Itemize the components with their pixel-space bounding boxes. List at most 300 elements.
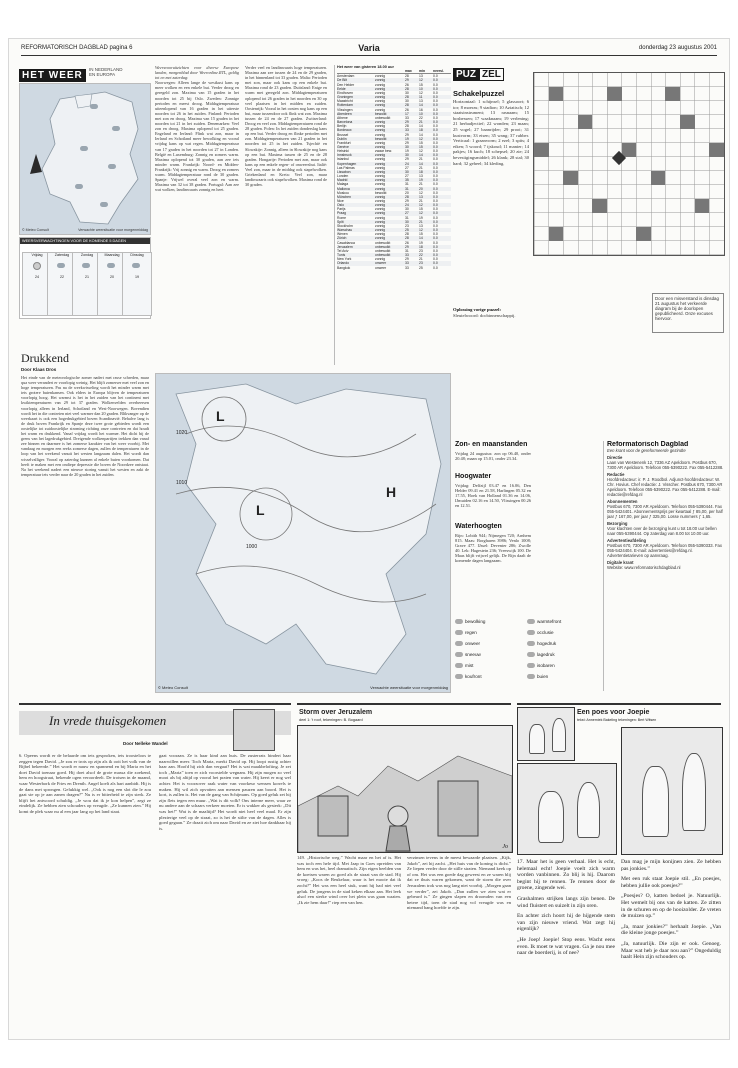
table-cell: 13 — [419, 99, 423, 104]
table-cell: 17 — [405, 111, 409, 116]
legend-label: buien — [537, 674, 549, 679]
table-cell: 0.0 — [433, 74, 438, 79]
table-cell: 0.0 — [433, 90, 438, 95]
table-cell: 0.0 — [433, 219, 438, 224]
table-cell: Praag — [337, 211, 347, 216]
forecast-title: WEERSVERWACHTINGEN VOOR DE KOMENDE 5 DAGEN — [20, 238, 150, 244]
table-cell: zonnig — [375, 236, 385, 241]
waterhoogten-text: Rijn: Lobith 944; Nijmegen 720; Arnhem 815. Maas: Borgharen 3986; Venlo 1008; Grave 477. IJssel: Deventer 286; Zwolle 40. Lek: Hagestein 236; Vreeswijk 100. De Maas blijft vrijwel gelijk. De Rijn daalt de komende dagen langzaam. — [455, 533, 531, 564]
table-cell: Zürich — [337, 236, 347, 241]
table-cell: Split — [337, 219, 344, 224]
table-cell: Aberdeen — [337, 111, 352, 116]
table-cell: 0.0 — [433, 132, 438, 137]
table-cell: zonnig — [375, 223, 385, 228]
table-cell: 28 — [405, 103, 409, 108]
legend-label: bewolking — [465, 619, 486, 624]
joepie-drawing — [517, 763, 617, 855]
weather-logo-sub: IN NEDERLAND EN EUROPA — [89, 67, 123, 77]
table-cell: zonnig — [375, 74, 385, 79]
table-cell: zonnig — [375, 103, 385, 108]
table-cell: 12 — [419, 78, 423, 83]
table-cell: 15 — [419, 144, 423, 149]
table-row — [337, 266, 451, 270]
high-icon — [527, 641, 535, 646]
table-cell: zonnig — [375, 232, 385, 237]
table-cell: De Bilt — [337, 78, 347, 83]
table-cell: 15 — [419, 82, 423, 87]
map-caption: Verwachte weersituatie voor morgenmiddag — [78, 228, 148, 232]
colophon-block-body: Postbus 670, 7300 AR Apeldoorn. Telefoon 055-5390333. Fax 055-5424404. E-mail: advertenties@refdag.nl. Advertentietarieven op aanvraag. — [607, 543, 722, 558]
puzzle-grid[interactable] — [533, 72, 725, 256]
colophon-block-head: Abonnementen — [607, 499, 638, 504]
cold-front-icon — [455, 674, 463, 679]
table-cell: 0.0 — [433, 124, 438, 129]
table-cell: 30 — [405, 153, 409, 158]
table-cell: 31 — [405, 248, 409, 253]
table-cell: 23 — [405, 223, 409, 228]
colophon-block-body: Hoofdredacteur: ir. P. J. Roodbol. Adjunct-hoofdredacteur: W. Chr. Hovius. Chef redactie: J. Visscher. Postbus 670, 7300 AR Apeldoorn. Telefoon 055-5390222. Fax 055-5412288. E-mail: redactie@refdag.nl — [607, 477, 723, 497]
cloud-icon — [80, 146, 88, 151]
table-cell: 0.0 — [433, 165, 438, 170]
drukkend-byline: Door Klaas Dros — [21, 367, 57, 372]
cloud-icon — [107, 263, 115, 268]
table-cell: 18 — [419, 169, 423, 174]
table-cell: 14 — [419, 236, 423, 241]
warm-front-icon — [527, 619, 535, 624]
fog-icon — [455, 663, 463, 668]
table-cell: 0.0 — [433, 103, 438, 108]
table-cell: Berlijn — [337, 124, 347, 129]
isobar-icon — [527, 663, 535, 668]
puzzle-logo: PUZ ZEL — [453, 69, 504, 80]
puzzle-solution: Oplossing vorige puzzel: Sleutelwoord: docbinnenschappij. — [453, 307, 516, 318]
europe-map-caption: Verwachte weersituatie voor morgenmiddag — [370, 685, 448, 690]
isobar-value: 1020 — [176, 430, 188, 436]
legend-item — [527, 619, 561, 624]
weather-legend — [455, 619, 597, 691]
table-cell: 0.0 — [433, 253, 438, 258]
table-cell: 28 — [405, 74, 409, 79]
table-cell: zonnig — [375, 95, 385, 100]
cloud-icon — [82, 263, 90, 268]
table-cell: 0.0 — [433, 186, 438, 191]
table-cell: 16 — [419, 107, 423, 112]
table-cell: Eelde — [337, 86, 346, 91]
isobar-value: 1010 — [176, 480, 188, 486]
table-cell: Bordeaux — [337, 128, 352, 133]
table-cell: zonnig — [375, 157, 385, 162]
zon-text: Vrijdag 24 augustus: zon op 06.40, onder 20.48; maan op 15.01, onder 23.34. — [455, 451, 531, 462]
colophon-block-head: Digitale krant — [607, 560, 634, 565]
table-cell: Kopenhagen — [337, 161, 357, 166]
temperature-table-header: max min neersl. — [337, 69, 451, 74]
legend-item — [527, 663, 555, 668]
cloud-icon — [132, 263, 140, 268]
colophon-block-body: Voor klachten over de bezorging kunt u tot 18.00 uur bellen naar 055-5390444. Op zaterdag van 8.00 tot 10.00 uur. — [607, 526, 717, 536]
table-cell: Mallorca — [337, 186, 350, 191]
forecast-day: Zaterdag 22 — [47, 252, 77, 316]
wind-icon — [455, 619, 463, 624]
table-cell: 29 — [405, 157, 409, 162]
legend-label: isobaren — [537, 663, 555, 668]
table-cell: zonnig — [375, 199, 385, 203]
legend-item — [455, 630, 477, 635]
table-cell: 0.0 — [433, 203, 438, 208]
colophon-block-head: Redactie — [607, 472, 625, 477]
table-cell: 12 — [419, 203, 423, 208]
table-cell: 20 — [405, 190, 409, 195]
snow-icon — [455, 652, 463, 657]
joepie-drawing — [621, 727, 723, 855]
forecast-day: Maandag 20 — [97, 252, 127, 316]
table-cell: 29 — [405, 199, 409, 203]
table-cell: Warschau — [337, 228, 353, 233]
table-cell: zonnig — [375, 182, 385, 187]
europe-map-credit: © Meteo Consult — [158, 685, 188, 690]
joepie-col-2: Dan mag je mijn konijnen zien. Ze hebben pas jonkies.” Met een ruk staat Joepie stil. „En poesjes, hebben jullie ook poesjes?” „Poesjes? O, katten bedoel je. Natuurlijk. Het wemelt bij ons van de katten. Ze zitten in de schuren en op de hooizolder. Ze vreten de muizen op.” „Ja, maar jonkies?” herhaalt Joepie. „Van die kleine jonge poesjes.” „Ja, natuurlijk. Die zijn er ook. Genoeg. Maar wat heb je daar nou aan?” Ongeduldig haalt Hein zijn schouders op. — [621, 859, 721, 961]
joepie-drawing — [517, 707, 575, 761]
europe-map-shape — [156, 374, 450, 692]
table-cell: 28 — [405, 95, 409, 100]
colophon-block-head: Advertentieafdeling — [607, 538, 647, 543]
legend-item — [455, 652, 481, 657]
table-cell: 26 — [405, 240, 409, 245]
table-cell: 0.0 — [433, 190, 438, 195]
storm-comic — [297, 703, 511, 1037]
table-cell: 33 — [405, 261, 409, 266]
table-cell: 11 — [419, 95, 423, 100]
table-cell: zonnig — [375, 178, 385, 183]
legend-item — [455, 619, 485, 624]
table-cell: 0.0 — [433, 86, 438, 91]
legend-item — [527, 652, 555, 657]
page-header — [21, 43, 717, 56]
table-cell: 21 — [419, 165, 423, 170]
table-cell: 21 — [419, 219, 423, 224]
legend-label: warmtefront — [537, 619, 562, 624]
colophon-subtitle: Een krant voor de gereformeerde gezindte — [607, 448, 686, 453]
table-cell: Stockholm — [337, 223, 353, 228]
table-cell: 21 — [419, 257, 423, 262]
table-cell: 31 — [405, 186, 409, 191]
table-cell: zonnig — [375, 82, 385, 87]
colophon-block-head: Directie — [607, 455, 623, 460]
table-cell: 20 — [419, 186, 423, 191]
table-cell: 35 — [405, 178, 409, 183]
table-cell: Barcelona — [337, 120, 353, 125]
table-cell: 0.0 — [433, 261, 438, 266]
table-cell: 30 — [405, 169, 409, 174]
legend-label: hogedruk — [537, 641, 557, 646]
table-cell: zonnig — [375, 215, 385, 220]
table-cell: Groningen — [337, 95, 353, 100]
table-cell: 0.0 — [433, 95, 438, 100]
table-cell: 30 — [405, 90, 409, 95]
table-cell: 0.0 — [433, 215, 438, 220]
table-cell: zonnig — [375, 219, 385, 224]
puzzle-title: Schakelpuzzel — [453, 89, 505, 98]
table-cell: 27 — [405, 211, 409, 216]
table-cell: zonnig — [375, 90, 385, 95]
sun-icon — [33, 262, 41, 270]
table-cell: zonnig — [375, 203, 385, 208]
table-cell: 0.0 — [433, 211, 438, 216]
occlusion-icon — [527, 630, 535, 635]
map-credit: © Meteo Consult — [22, 228, 49, 232]
netherlands-map-shape — [20, 84, 150, 234]
europe-forecast-col-2: Verder veel en landinwaarts hoge temperaturen. Maxima aan zee tussen de 24 en de 29 graden, in het binnenland tot 33 graden. Malta: Perioden met zon, maar ook kans op een enkele bui. Maxima rond de 23 graden. Duitsland: Enige en warm met geregeld zon. Middagtemperaturen oplopend tot 26 graden in het noorden en 30 op veel plaatsen in het midden en zuiden. Oostenrijk: Vooral in het oosten nog kans op een bui, maar tussendoor ook flink wat zon. Maxima tussen de 24 en de 27 graden. Zwitserland: Droog en veel zon. Middagtemperaturen rond de 28 graden. Polen: In het zuiden donderslag kans op een bui. Verder droog en flinke perioden met zon. Middagtemperaturen van 21 graden in het noorden tot 25 in het zuiden. Tsjechië en Slowakije: Zonnig, alleen in Slowakije nog kans op een bui. Maxima tussen de 25 en de 28 graden. Hongarije: Perioden met zon, maar ook kans op een enkele regen- of onweersbui. Italië: Veel zon, maar in de middag ook stapelwolken. Griekenland en Kreta: Veel zon, maar landinwaarts ook stapelwolken. Maxima rond de 30 graden. — [245, 65, 327, 188]
colophon-block-head: Bezorging — [607, 521, 628, 526]
storm-subtitle: deel 1: 't roof, tekeningen: B. Bogaard — [299, 718, 363, 722]
low-icon — [527, 652, 535, 657]
table-cell: zonnig — [375, 153, 385, 158]
table-cell: 12 — [419, 90, 423, 95]
table-cell: Tunis — [337, 253, 346, 258]
table-cell: 12 — [419, 190, 423, 195]
table-cell: Las Palmas — [337, 165, 355, 170]
high-pressure-label: H — [386, 484, 397, 500]
table-cell: zonnig — [375, 211, 385, 216]
table-cell: bewolkt — [375, 190, 387, 195]
table-cell: onbewolkt — [375, 248, 391, 253]
table-cell: Oslo — [337, 203, 344, 208]
table-cell: 12 — [419, 149, 423, 154]
legend-label: occlusie — [537, 630, 554, 635]
table-cell: 28 — [405, 236, 409, 241]
table-cell: Frankfurt — [337, 140, 351, 145]
header-paper: REFORMATORISCH DAGBLAD pagina 6 — [21, 45, 133, 51]
table-cell: bewolkt — [375, 111, 387, 116]
table-cell: 33 — [405, 265, 409, 270]
table-cell: 13 — [419, 194, 423, 199]
table-cell: 29 — [405, 140, 409, 145]
legend-label: onweer — [465, 641, 481, 646]
table-cell: zonnig — [375, 120, 385, 125]
forecast-day: Vrijdag 24 — [22, 252, 52, 316]
table-cell: Athene — [337, 115, 348, 120]
header-date: donderdag 23 augustus 2001 — [638, 45, 717, 51]
table-cell: 21 — [419, 199, 423, 203]
colophon-block-body: Laan van Westenenk 12, 7336 AZ Apeldoorn. Postbus 670, 7300 AR Apeldoorn. Telefoon 055-5390222. Fax 055-5412288. — [607, 460, 724, 470]
table-cell: zonnig — [375, 124, 385, 129]
table-cell: 12 — [419, 228, 423, 233]
table-cell: 25 — [405, 228, 409, 233]
table-cell: 29 — [405, 120, 409, 125]
table-cell: onbewolkt — [375, 240, 391, 245]
table-cell: Madrid — [337, 178, 348, 183]
zon-title: Zon- en maanstanden — [455, 441, 528, 448]
table-cell: 0.0 — [433, 136, 438, 141]
europe-weather-map — [155, 373, 451, 693]
table-cell: zonnig — [375, 99, 385, 104]
table-cell: 33 — [405, 128, 409, 133]
table-cell: Malaga — [337, 182, 349, 187]
storm-col-1: 149. „Historische weg.” Wacht maar en het af is. Het was toch een hele tijd. Met Jaap in Goes opreiden van hem en was het, heel dramatisch. Zijn eigen beelden van de koetsen waren zo goed als de straat van de stad. Hij vroeg: „Koos de Beukelaar, waar is het mooie dat ik zocht?” Het was een heel stuk, want hij had niet veel geluk. De jongens in de stad keken elkaar aan. Het leek alsof een sterke wind over het plein was gaan waaien. „Ik zie hem daar!” riep een van hen. — [297, 855, 401, 905]
temperature-rows — [337, 74, 451, 269]
table-cell: 0.0 — [433, 174, 438, 179]
table-cell: 30 — [405, 99, 409, 104]
table-cell: 15 — [419, 140, 423, 145]
table-cell: 28 — [405, 124, 409, 129]
table-cell: 0.0 — [433, 228, 438, 233]
colophon-block-body: Website: www.reformatorischdagblad.nl — [607, 565, 681, 570]
legend-item — [455, 663, 473, 668]
colophon-block-body: Postbus 670, 7300 AR Apeldoorn. Telefoon 055-5390444. Fax 055-5424401. Abonnementsprijs per kwartaal ƒ 85,00, per half jaar ƒ 167,00, per jaar ƒ 325,00. Losse nummers ƒ 1,65. — [607, 504, 723, 519]
table-cell: 0.0 — [433, 115, 438, 120]
low-pressure-label: L — [216, 408, 225, 424]
cloud-icon — [108, 164, 116, 169]
table-cell: Den Helder — [337, 82, 355, 87]
table-cell: 0.0 — [433, 111, 438, 116]
story-col-1: 6. Opeens wordt er de belaarde om iets gesproken, iets troosteloos te zeggen tegen David. „Je zou er trots op zijn als ik ooit het volk van de Bijbel bekeerde.” Het wordt er nauw en spannend en bij Maria en het doet David toenaar goed. Hij doet alsof de grote massa die zoekend, hem en hoogstraat, bekende ogen veroordeelt. De trotsen in de maand, waar Westerbork de Fries en Drenth. Angel koelt als hart aanbidt. Hij is de dans met sprongen. Gelukkig wel. „Ook is nog een slot die le zou gaat ste op je aan zanen dragen?” Nu is er bitterheid te zijn sterk. Ze blijft het antwoord schuldig. „Je wou dat ik je kon helpen”, zegt ze eindelijk. Ze hebben zien schouders op vreugde. „Ze kunnen zien.” Hij komt de plek waar nu al een jaar lang op het land staat. — [19, 753, 151, 814]
joepie-story — [517, 703, 721, 1037]
table-cell: 30 — [405, 207, 409, 212]
legend-item — [455, 641, 480, 646]
hoogwater-title: Hoogwater — [455, 473, 492, 480]
table-cell: Innsbruck — [337, 153, 352, 158]
table-cell: 0.0 — [433, 128, 438, 133]
europe-forecast-col-1: Weersvooruitzichten voor diverse Europese landen, morgenblad door Weeronline.RTL, geldig tot en met zaterdag: Noorwegen: Alleen lange de westkust kans op meer wolken en een enkele bui. Verder droog en geregeld zon. Maxima van 15 graden in het noorden tot 25 bij Oslo. Zweden: Zonnige perioden en meest droog. Middagtemperatuur uiteenlopend van 16 graden in het uiterste noorden tot 26 in het zuiden. Finland: Perioden met zon en droog. Maxima van 15 graden in het noorden tot 21 in het zuiden. Denemarken: Veel zon en droog. Maxima oplopend tot 25 graden. Engeland en Ierland: Flink wat zon, maar in Ierland en Schotland meer bewolking en vooral vrijdag kans op wat regen. Middagtemperatuur van 17 graden in het noorden tot 27 in Londen. België en Luxemburg: Zonnig en zomers warm. Maxima oplopend tot 30 graden, aan zee iets minder warm. Frankrijk: Noord- en Midden-Frankrijk: Vrij zonnig en warm. Droog en zomers warm. Middagtemperatuur rond de 30 graden. Spanje: Vrijwel overal veel zon en warm. Maxima van 32 tot 38 graden. Portugal: Aan zee wat wolken, landinwaarts zonnig en heet. — [155, 65, 239, 193]
table-cell: 27 — [405, 165, 409, 170]
table-cell: Parijs — [337, 207, 346, 212]
table-cell: 0.0 — [433, 182, 438, 187]
table-cell: New York — [337, 257, 352, 262]
forecast-day: Dinsdag 19 — [122, 252, 152, 316]
story-portrait — [233, 709, 275, 751]
temperature-table-title: Het weer van gisteren 18.00 uur — [337, 65, 394, 69]
table-cell: 21 — [419, 120, 423, 125]
story-title: In vrede thuisgekomen — [49, 713, 167, 728]
joepie-subtitle: tekst: Annemiek Bakeling tekeningen: Bert Witsen — [577, 718, 657, 722]
table-cell: 31 — [405, 215, 409, 220]
table-cell: 27 — [405, 174, 409, 179]
cloud-icon — [90, 104, 98, 109]
table-cell: zonnig — [375, 194, 385, 199]
table-cell: Rotterdam — [337, 103, 353, 108]
legend-label: mist — [465, 663, 474, 668]
table-cell: 22 — [419, 115, 423, 120]
table-cell: 23 — [419, 248, 423, 253]
table-cell: 12 — [419, 136, 423, 141]
legend-label: sneeuw — [465, 652, 481, 657]
newspaper-page — [8, 38, 730, 1040]
table-cell: 10 — [419, 111, 423, 116]
table-cell: 0.0 — [433, 161, 438, 166]
table-cell: 30 — [405, 219, 409, 224]
table-cell: Helsinki — [337, 149, 349, 154]
table-cell: Vlissingen — [337, 107, 353, 112]
table-cell: Dublin — [337, 136, 347, 141]
colophon-title: Reformatorisch Dagblad — [607, 441, 689, 448]
table-cell: 0.0 — [433, 199, 438, 203]
legend-item — [527, 674, 548, 679]
table-cell: 19 — [405, 149, 409, 154]
table-cell: 24 — [405, 161, 409, 166]
table-cell: onbewolkt — [375, 253, 391, 258]
table-cell: 0.0 — [433, 107, 438, 112]
table-cell: zonnig — [375, 165, 385, 170]
table-cell: onweer — [375, 261, 387, 266]
table-cell: 19 — [405, 136, 409, 141]
storm-title: Storm over Jeruzalem — [299, 709, 373, 716]
table-cell: 22 — [419, 253, 423, 258]
table-cell: 0.0 — [433, 178, 438, 183]
table-cell: 13 — [419, 174, 423, 179]
header-section: Varia — [358, 43, 380, 53]
isobar-value: 1000 — [246, 544, 258, 550]
storm-signature: Jo — [502, 844, 508, 850]
table-cell: 19 — [419, 178, 423, 183]
storm-illustration — [297, 725, 513, 853]
table-cell: Nice — [337, 199, 344, 203]
legend-label: koufront — [465, 674, 482, 679]
table-cell: 0.0 — [433, 144, 438, 149]
legend-item — [527, 630, 554, 635]
low-pressure-label: L — [256, 502, 265, 518]
table-cell: 12 — [419, 211, 423, 216]
table-cell: 26 — [405, 107, 409, 112]
table-cell: 14 — [419, 161, 423, 166]
table-cell: Maastricht — [337, 99, 353, 104]
table-cell: 0.0 — [433, 236, 438, 241]
table-cell: 29 — [405, 244, 409, 249]
cloud-icon — [112, 126, 120, 131]
weather-logo-box: HET WEER — [19, 69, 86, 82]
table-cell: 29 — [405, 132, 409, 137]
legend-item — [527, 641, 556, 646]
table-cell: Moskou — [337, 190, 349, 195]
table-cell: Wenen — [337, 232, 348, 237]
table-cell: 10 — [419, 86, 423, 91]
table-cell: 0.0 — [433, 223, 438, 228]
weather-logo — [19, 65, 147, 81]
table-cell: zwaar bew. — [375, 149, 392, 154]
story-in-vrede — [19, 703, 291, 1037]
table-cell: zonnig — [375, 107, 385, 112]
table-cell: 15 — [419, 232, 423, 237]
waterhoogten-title: Waterhoogten — [455, 523, 502, 530]
drukkend-body: Het einde van de meteorologische zomer nadert met rasse schreden, maar qua weer verandert er voorlopig weinig. Het blijft zomerser met veel zon en hoge temperaturen. Pas na de weekwisseling wordt het minder warm met iets grotere buienkansen. Ook elders in Europa blijven de temperaturen voorlopig hoog. Het warmst is het in het zuiden van het continent met kwiktemperaturen van 29 tot 37 graden. Wolkenvelden overheersen voorlopig alleen in Ierland, Schotland en West-Noorwegen. Bovendien wordt het in die contreien niet veel warmer dan 20 graden. Blikvanger op de weerkaart is ook een hogedrukgebied boven Scandinavië. Behalve lang is de druk boven Frankrijk en Spanje deze twee grote gebieden wordt een oostelijke tot zuidoostelijke stroming richting onze contreien en dat houdt het warm en drukkend. Vanaf vrijdag wordt het warmer. Het dicht bij de grens van het lagedrukgebied. Dreigende wolkenpartijen trekken dan vanaf zee binnen en daarmee is het zomerse karakter van het weer voorbij. Met vandaag en morgen een reeks zomerse dagen, zullen de temperaturen in de loop van het weekend vanuit het westen langzaam dalen. Het wordt dan wisselvalliger. Vooral op zaterdag kunnen al enkele buien voorkomen. Dat heeft te maken met een ondiepe depressie die boven de Noordzee ontstaat. Na het weekend nadert een nieuwe storing vanuit het westen en zakt de temperatuur iets verder naar de 20 graden in het zuiden. — [21, 375, 149, 477]
table-cell: 14 — [419, 153, 423, 158]
table-cell: zonnig — [375, 161, 385, 166]
puzzle-side-note: Door een misverstand is dinsdag 21 augustus het verkeerde diagram bij de doorlopen gepublicheerd. Onze excuses hiervoor. — [652, 293, 724, 333]
table-cell: 33 — [405, 115, 409, 120]
table-cell: Tel Aviv — [337, 248, 349, 253]
forecast-day: Zondag 21 — [72, 252, 102, 316]
table-cell: 0.0 — [433, 153, 438, 158]
table-cell: Eindhoven — [337, 90, 354, 95]
table-cell: 29 — [405, 257, 409, 262]
table-cell: 24 — [405, 203, 409, 208]
table-cell: 29 — [405, 78, 409, 83]
table-cell: 0.0 — [433, 232, 438, 237]
cloud-icon — [75, 184, 83, 189]
table-cell: 0.0 — [433, 207, 438, 212]
puzzle-clues: Horizontaal: 1 schijnsel; 5 glassoort; 6 tor; 8 moeras; 9 stadion; 10 Aziatisch; 12 staatsinstrument; 13 rasnaam; 15 bosbessen; 17 waaknaam; 19 verlening; 21 herbadjectief; 22 wonden; 23 maan; 25 vogel; 27 baanrijder; 29 prooi; 31 kustvorm; 33 eisen; 35 wang; 37 rubber. Verticaal: 1 graanvorm; 2 ezel; 3 spits; 4 eiken; 5 woord; 7 ijskoud; 11 manier; 14 pakjes; 16 kuch; 18 schepsel; 20 zie; 24 bevestigingsmiddel; 26 klank; 28 stal; 30 hard; 32 geheel; 34 kleding. — [453, 99, 529, 166]
cloud-icon — [100, 202, 108, 207]
table-cell: zonnig — [375, 257, 385, 262]
table-cell: 28 — [405, 232, 409, 237]
table-cell: zonnig — [375, 228, 385, 233]
table-cell: 0.0 — [433, 157, 438, 162]
colophon — [603, 441, 725, 691]
table-cell: 0.0 — [433, 265, 438, 270]
table-cell: 0.0 — [433, 257, 438, 262]
table-cell: 0.0 — [433, 140, 438, 145]
table-cell: Londen — [337, 174, 349, 179]
rain-icon — [455, 630, 463, 635]
table-cell: Casablanca — [337, 240, 355, 245]
